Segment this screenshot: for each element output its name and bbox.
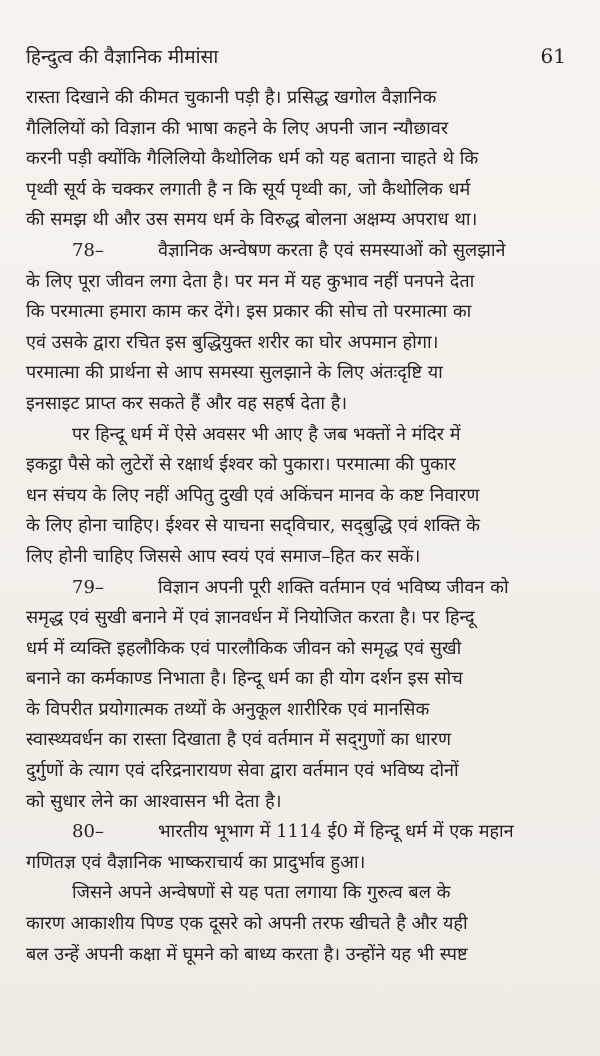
paragraph-hindu-devotees: [26, 420, 570, 573]
paragraph-text: वैज्ञानिक अन्वेषण करता है एवं समस्याओं को सुलझाने के लिए पूरा जीवन लगा देता है। पर मन में यह कुभाव नहीं पनपने देता कि परमात्मा हमारा काम कर देंगे। इस प्रकार की सोच तो परमात्मा का एवं उसके द्वारा रचित इस बुद्धियुक्त शरीर का घोर अपमान होगा। परमात्मा की प्रार्थना से आप समस्या सुलझाने के लिए अंतःदृष्टि या इनसाइट प्राप्त कर सकते हैं और वह सहर्ष देता है।: [26, 239, 506, 414]
paragraph-number: 78–: [72, 239, 104, 261]
paragraph-text: पर हिन्दू धर्म में ऐसे अवसर भी आए है जब भक्तों ने मंदिर में इकट्ठा पैसे को लुटेरों से रक्षार्थ ईश्वर को पुकारा। परमात्मा की पुकार धन संचय के लिए नहीं अपितु दुखी एवं अकिंचन मानव के कष्ट निवारण के लिए होना चाहिए। ईश्वर से याचना सद्‌विचार, सद्‌बुद्धि एवं शक्ति के लिए होनी चाहिए जिससे आप स्वयं एवं समाज–हित कर सकें।: [26, 423, 480, 567]
paragraph-text: विज्ञान अपनी पूरी शक्ति वर्तमान एवं भविष्य जीवन को समृद्ध एवं सुखी बनाने में एवं ज्ञानवर्धन में नियोजित करता है। पर हिन्दू धर्म में व्यक्ति इहलौकिक एवं पारलौकिक जीवन को समृद्ध एवं सुखी बनाने का कर्मकाण्ड निभाता है। हिन्दू धर्म का ही योग दर्शन इस सोच के विपरीत प्रयोगात्मक तथ्यों के अनुकूल शारीरिक एवं मानसिक स्वास्थ्यवर्धन का रास्ता दिखाता है एवं वर्तमान में सद्‌गुणों का धारण दुर्गुणों के त्याग एवं दरिद्रनारायण सेवा द्वारा वर्तमान एवं भविष्य दोनों को सुधार लेने का आश्वासन भी देता है।: [26, 576, 509, 812]
paragraph-80: [26, 817, 570, 878]
body-text: [26, 83, 570, 970]
paragraph-78: [26, 236, 570, 420]
paragraph-text: भारतीय भूभाग में 1114 ई0 में हिन्दू धर्म में एक महान गणितज्ञ एवं वैज्ञानिक भाष्कराचार्य का प्रादुर्भाव हुआ।: [26, 821, 514, 873]
running-title: हिन्दुत्व की वैज्ञानिक मीमांसा: [26, 46, 219, 68]
paragraph-number: 80–: [72, 821, 104, 843]
paragraph-continuation: [26, 83, 570, 236]
paragraph-text: रास्ता दिखाने की कीमत चुकानी पड़ी है। प्रसिद्ध खगोल वैज्ञानिक गैलिलियों को विज्ञान की भाषा कहने के लिए अपनी जान न्यौछावर करनी पड़ी क्योंकि गैलिलियो कैथोलिक धर्म को यह बताना चाहते थे कि पृथ्वी सूर्य के चक्कर लगाती है न कि सूर्य पृथ्वी का, जो कैथोलिक धर्म की समझ थी और उस समय धर्म के विरुद्ध बोलना अक्षम्य अपराध था।: [26, 87, 479, 231]
paragraph-number: 79–: [72, 576, 104, 598]
paragraph-text: जिसने अपने अन्वेषणों से यह पता लगाया कि गुरुत्व बल के कारण आकाशीय पिण्ड एक दूसरे को अपनी तरफ खीचते है और यही बल उन्हें अपनी कक्षा में घूमने को बाध्य करता है। उन्होंने यह भी स्पष्ट: [26, 882, 468, 965]
paragraph-79: [26, 573, 570, 818]
page-header: [26, 44, 570, 69]
page-number: 61: [540, 44, 566, 68]
paragraph-gravity: [26, 878, 570, 970]
